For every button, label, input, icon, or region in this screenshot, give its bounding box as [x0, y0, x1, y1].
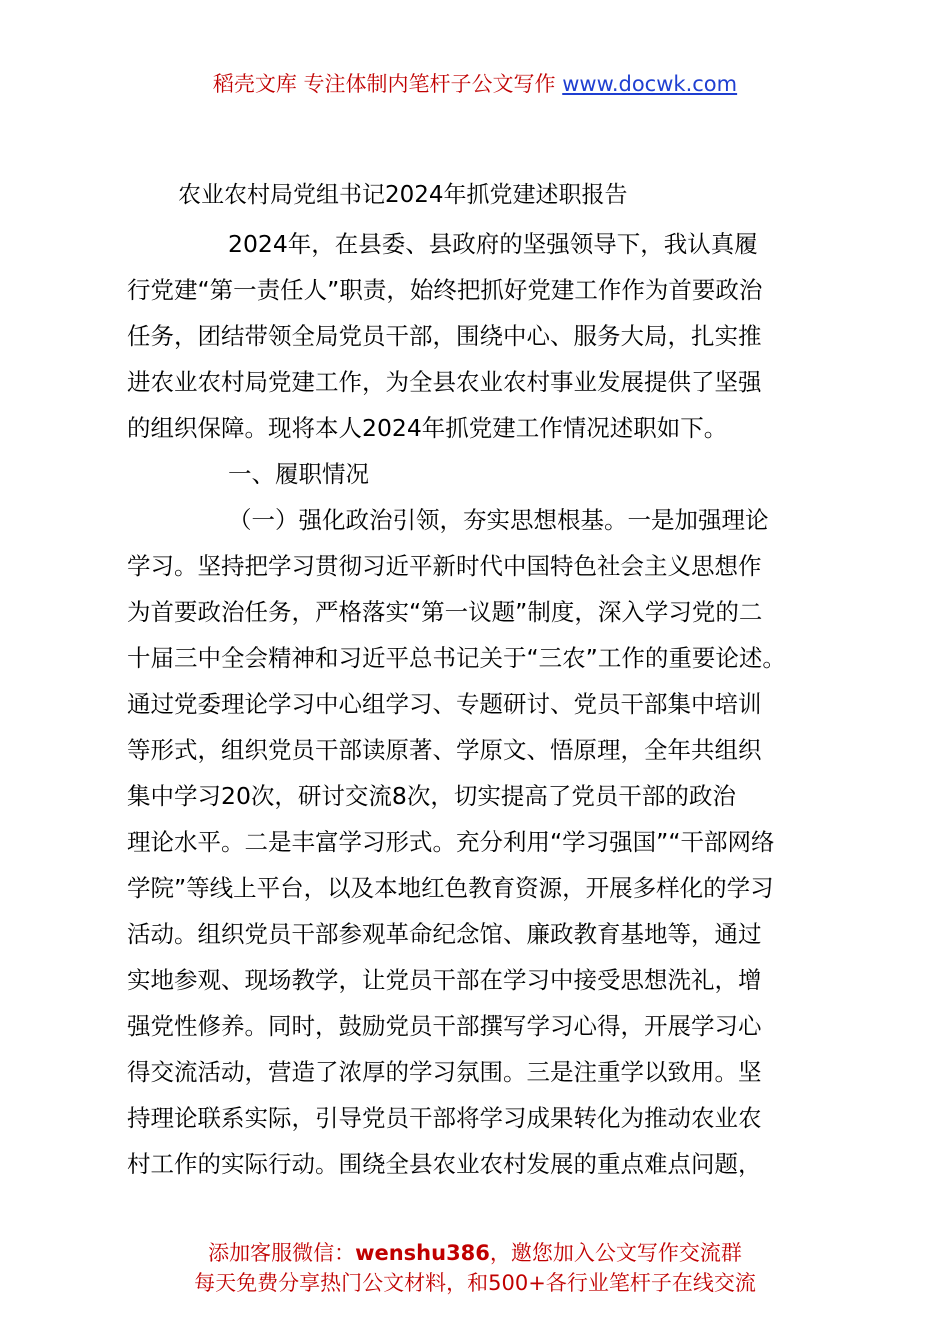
- body-line: 学院”等线上平台，以及本地红色教育资源，开展多样化的学习: [127, 874, 774, 902]
- body-line: 实地参观、现场教学，让党员干部在学习中接受思想洗礼，增: [127, 966, 762, 994]
- body-line: 2024年，在县委、县政府的坚强领导下，我认真履: [228, 230, 758, 258]
- footer-contact: [0, 1238, 950, 1268]
- body-line: 进农业农村局党建工作，为全县农业农村事业发展提供了坚强: [127, 368, 762, 396]
- document-title: 农业农村局党组书记2024年抓党建述职报告: [178, 182, 628, 208]
- body-line: 村工作的实际行动。围绕全县农业农村发展的重点难点问题，: [127, 1150, 762, 1178]
- body-line: 十届三中全会精神和习近平总书记关于“三农”工作的重要论述。: [127, 644, 786, 672]
- body-line: 行党建“第一责任人”职责，始终把抓好党建工作作为首要政治: [127, 276, 763, 304]
- site-link[interactable]: www.docwk.com: [562, 72, 738, 96]
- footer-promo: 每天免费分享热门公文材料，和500+各行业笔杆子在线交流: [194, 1271, 756, 1295]
- body-line: 强党性修养。同时，鼓励党员干部撰写学习心得，开展学习心: [127, 1012, 762, 1040]
- body-line: 的组织保障。现将本人2024年抓党建工作情况述职如下。: [127, 414, 728, 442]
- body-line: 得交流活动，营造了浓厚的学习氛围。三是注重学以致用。坚: [127, 1058, 762, 1086]
- body-line: 任务，团结带领全局党员干部，围绕中心、服务大局，扎实推: [127, 322, 762, 350]
- section-heading: 一、履职情况: [228, 460, 369, 488]
- body-line: 学习。坚持把学习贯彻习近平新时代中国特色社会主义思想作: [127, 552, 762, 580]
- body-line: 等形式，组织党员干部读原著、学原文、悟原理，全年共组织: [127, 736, 762, 764]
- body-line: （一）强化政治引领，夯实思想根基。一是加强理论: [228, 506, 769, 534]
- body-line: 持理论联系实际，引导党员干部将学习成果转化为推动农业农: [127, 1104, 762, 1132]
- page-header: [0, 68, 950, 100]
- body-line: 为首要政治任务，严格落实“第一议题”制度，深入学习党的二: [127, 598, 763, 626]
- footer-suffix: ，邀您加入公文写作交流群: [489, 1241, 742, 1265]
- body-line: 活动。组织党员干部参观革命纪念馆、廉政教育基地等，通过: [127, 920, 762, 948]
- footer-prefix: 添加客服微信：: [208, 1241, 356, 1265]
- body-line: 集中学习20次，研讨交流8次，切实提高了党员干部的政治: [127, 782, 736, 810]
- brand-text: 稻壳文库 专注体制内笔杆子公文写作: [212, 72, 563, 96]
- wechat-id: wenshu386: [355, 1241, 490, 1265]
- body-line: 通过党委理论学习中心组学习、专题研讨、党员干部集中培训: [127, 690, 762, 718]
- body-line: 理论水平。二是丰富学习形式。充分利用“学习强国”“干部网络: [127, 828, 775, 856]
